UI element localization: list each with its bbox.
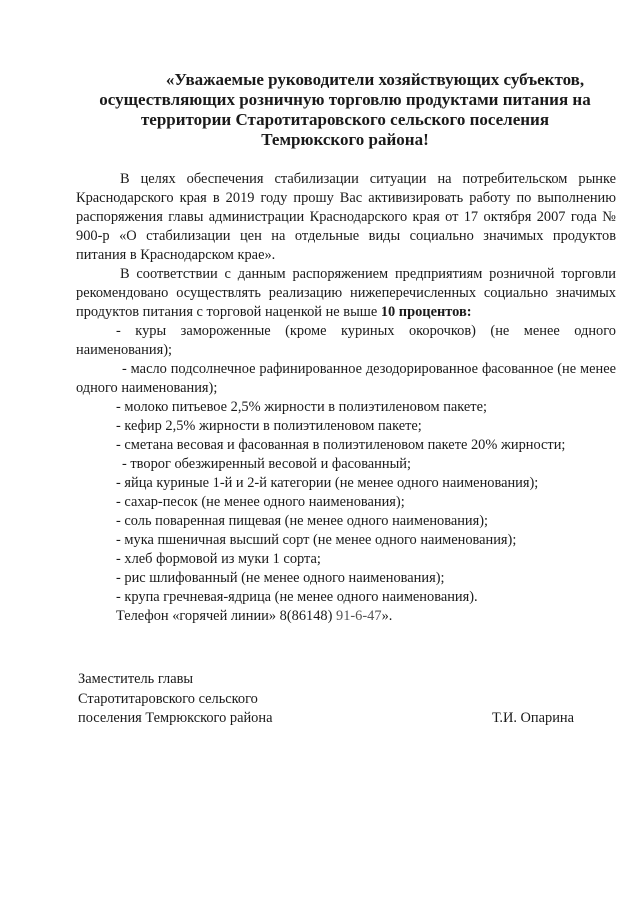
list-item: - рис шлифованный (не менее одного наименования);: [116, 570, 445, 586]
list-item: - кефир 2,5% жирности в полиэтиленовом пакете;: [116, 418, 422, 434]
hotline-number: 91-6-47: [336, 608, 382, 624]
position-line: поселения Темрюкского района: [78, 710, 273, 726]
recommendation-paragraph: [76, 265, 616, 322]
signatory-name: Т.И. Опарина: [492, 710, 575, 726]
list-item: - мука пшеничная высший сорт (не менее одного наименования);: [116, 532, 517, 548]
product-list: [76, 322, 616, 607]
position-line: Старотитаровского сельского: [78, 690, 258, 707]
list-item: - молоко питьевое 2,5% жирности в полиэтиленовом пакете;: [116, 399, 487, 415]
document-body: [76, 170, 616, 626]
markup-limit: 10 процентов:: [380, 304, 472, 320]
list-item: - творог обезжиренный весовой и фасованный;: [122, 456, 411, 472]
title-line: Темрюкского района!: [261, 130, 429, 149]
intro-paragraph: В целях обеспечения стабилизации ситуации на потребительском рынке Краснодарского края в 2019 году прошу Вас активизировать работу по выполнению распоряжения главы администрации Краснодарского края от 17 октября 2007 года № 900-р «О стабилизации цен на отдельные виды социально значимых продуктов питания в Краснодарском крае».: [76, 171, 616, 263]
list-item: - хлеб формовой из муки 1 сорта;: [116, 551, 321, 567]
hotline-label: Телефон «горячей линии» 8(86148): [116, 608, 336, 624]
list-item: - крупа гречневая-ядрица (не менее одного наименования).: [116, 589, 478, 605]
recommendation-text: В соответствии с данным распоряжением предприятиям розничной торговли рекомендовано осуществлять реализацию нижеперечисленных социально значимых продуктов питания с торговой наценкой не выше: [76, 266, 616, 320]
list-item: - соль поваренная пищевая (не менее одного наименования);: [116, 513, 489, 529]
title-line: территории Старотитаровского сельского поселения: [140, 110, 550, 129]
hotline-line: [76, 607, 616, 626]
list-item: - яйца куриные 1-й и 2-й категории (не менее одного наименования);: [116, 475, 539, 491]
list-item: - сахар-песок (не менее одного наименования);: [116, 494, 405, 510]
signature-position: [78, 670, 272, 729]
position-line: Заместитель главы: [78, 671, 194, 687]
list-item: - масло подсолнечное рафинированное дезодорированное фасованное (не менее одного наименования);: [76, 361, 616, 396]
title-line: осуществляющих розничную торговлю продуктами питания на: [99, 90, 591, 109]
title-line: «Уважаемые руководители хозяйствующих субъектов,: [165, 70, 585, 89]
hotline-end: ».: [381, 608, 393, 624]
list-item: - куры замороженные (кроме куриных окорочков) (не менее одного наименования);: [76, 323, 616, 358]
list-item: - сметана весовая и фасованная в полиэтиленовом пакете 20% жирности;: [116, 437, 566, 453]
document-title: [60, 70, 630, 150]
